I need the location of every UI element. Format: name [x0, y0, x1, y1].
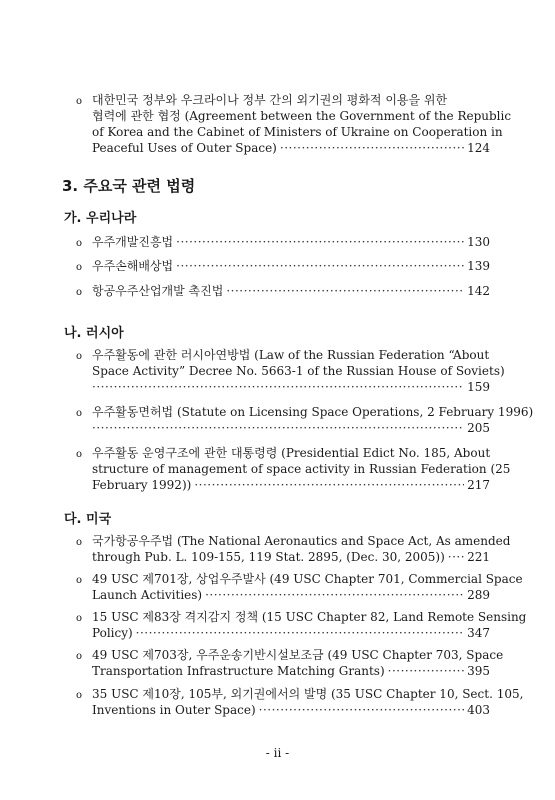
entry-leader-line: [92, 235, 490, 250]
section-heading: 3. 주요국 관련 법령: [62, 177, 196, 195]
entry-text: Inventions in Outer Space): [92, 703, 256, 717]
entry-line: 국가항공우주법 (The National Aeronautics and Space Act, As amended: [92, 534, 511, 548]
bullet-marker: o: [76, 96, 83, 107]
entry-text: February 1992)): [92, 478, 192, 492]
bullet-marker: o: [76, 537, 83, 548]
entry-leader-line: [92, 478, 490, 493]
bullet-marker: o: [76, 238, 83, 249]
page-footer-number: - ii -: [265, 746, 290, 760]
entry-line: Space Activity” Decree No. 5663-1 of the Russian House of Soviets): [92, 364, 505, 378]
bullet-marker: o: [76, 575, 83, 586]
entry-text: Transportation Infrastructure Matching Grants): [92, 664, 385, 678]
page-number: 403: [467, 703, 490, 717]
leader-dots: [226, 284, 464, 299]
bullet-marker: o: [76, 408, 83, 419]
page-number: 124: [467, 141, 490, 155]
page-number: 205: [467, 421, 490, 435]
page-number: 217: [467, 478, 490, 492]
entry-leader-line: [92, 588, 490, 603]
page-number: 130: [467, 235, 490, 249]
entry-line: 15 USC 제83장 격지감지 정책 (15 USC Chapter 82, Land Remote Sensing: [92, 610, 527, 624]
entry-text: Policy): [92, 626, 133, 640]
entry-text: Peaceful Uses of Outer Space): [92, 141, 277, 155]
entry-text: through Pub. L. 109-155, 119 Stat. 2895, (Dec. 30, 2005)): [92, 550, 445, 564]
leader-dots: [92, 380, 464, 395]
subsection-heading-usa: 다. 미국: [64, 512, 112, 527]
subsection-heading-korea: 가. 우리나라: [64, 211, 137, 226]
leader-dots: [448, 550, 464, 565]
entry-line: 우주활동 운영구조에 관한 대통령령 (Presidential Edict No. 185, About: [92, 446, 491, 460]
page-number: 221: [467, 550, 490, 564]
bullet-marker: o: [76, 351, 83, 362]
entry-line: structure of management of space activity in Russian Federation (25: [92, 462, 511, 476]
leader-dots: [92, 421, 464, 436]
entry-line: 협력에 관한 협정 (Agreement between the Government of the Republic: [92, 109, 512, 123]
page-number: 139: [467, 259, 490, 273]
leader-dots: [194, 478, 464, 493]
leader-dots: [176, 259, 464, 274]
page-number: 142: [467, 284, 490, 298]
entry-line: of Korea and the Cabinet of Ministers of Ukraine on Cooperation in: [92, 125, 503, 139]
page-number: 289: [467, 588, 490, 602]
entry-leader-line: [92, 550, 490, 565]
bullet-marker: o: [76, 262, 83, 273]
leader-dots: [136, 626, 464, 641]
bullet-marker: o: [76, 651, 83, 662]
entry-leader-line: [92, 626, 490, 641]
entry-leader-line: [92, 664, 490, 679]
leader-dots: [280, 141, 464, 156]
bullet-marker: o: [76, 613, 83, 624]
subsection-heading-russia: 나. 러시아: [64, 326, 124, 341]
leader-dots: [176, 235, 464, 250]
entry-leader-line: [92, 380, 490, 395]
entry-leader-line: [92, 421, 490, 436]
bullet-marker: o: [76, 690, 83, 701]
page-number: 159: [467, 380, 490, 394]
entry-leader-line: [92, 284, 490, 299]
entry-leader-line: [92, 259, 490, 274]
entry-text: 우주개발진흥법: [92, 235, 174, 249]
entry-text: Launch Activities): [92, 588, 203, 602]
entry-text: 우주손해배상법: [92, 259, 174, 273]
entry-leader-line: [92, 703, 490, 718]
entry-line: 35 USC 제10장, 105부, 외기권에서의 발명 (35 USC Chapter 10, Sect. 105,: [92, 687, 524, 701]
bullet-marker: o: [76, 449, 83, 460]
entry-line: 49 USC 제701장, 상업우주발사 (49 USC Chapter 701, Commercial Space: [92, 572, 523, 586]
page-number: 395: [467, 664, 490, 678]
entry-line: 우주활동에 관한 러시아연방법 (Law of the Russian Federation “About: [92, 348, 490, 362]
entry-text: 항공우주산업개발 촉진법: [92, 284, 224, 298]
leader-dots: [388, 664, 464, 679]
entry-line: 49 USC 제703장, 우주운송기반시설보조금 (49 USC Chapter 703, Space: [92, 648, 504, 662]
leader-dots: [205, 588, 464, 603]
entry-line: 대한민국 정부와 우크라이나 정부 간의 외기권의 평화적 이용을 위한: [92, 93, 448, 107]
leader-dots: [259, 703, 464, 718]
page-number: 347: [467, 626, 490, 640]
entry-leader-line: [92, 141, 490, 156]
bullet-marker: o: [76, 287, 83, 298]
entry-line: 우주활동면허법 (Statute on Licensing Space Operations, 2 February 1996): [92, 405, 534, 419]
